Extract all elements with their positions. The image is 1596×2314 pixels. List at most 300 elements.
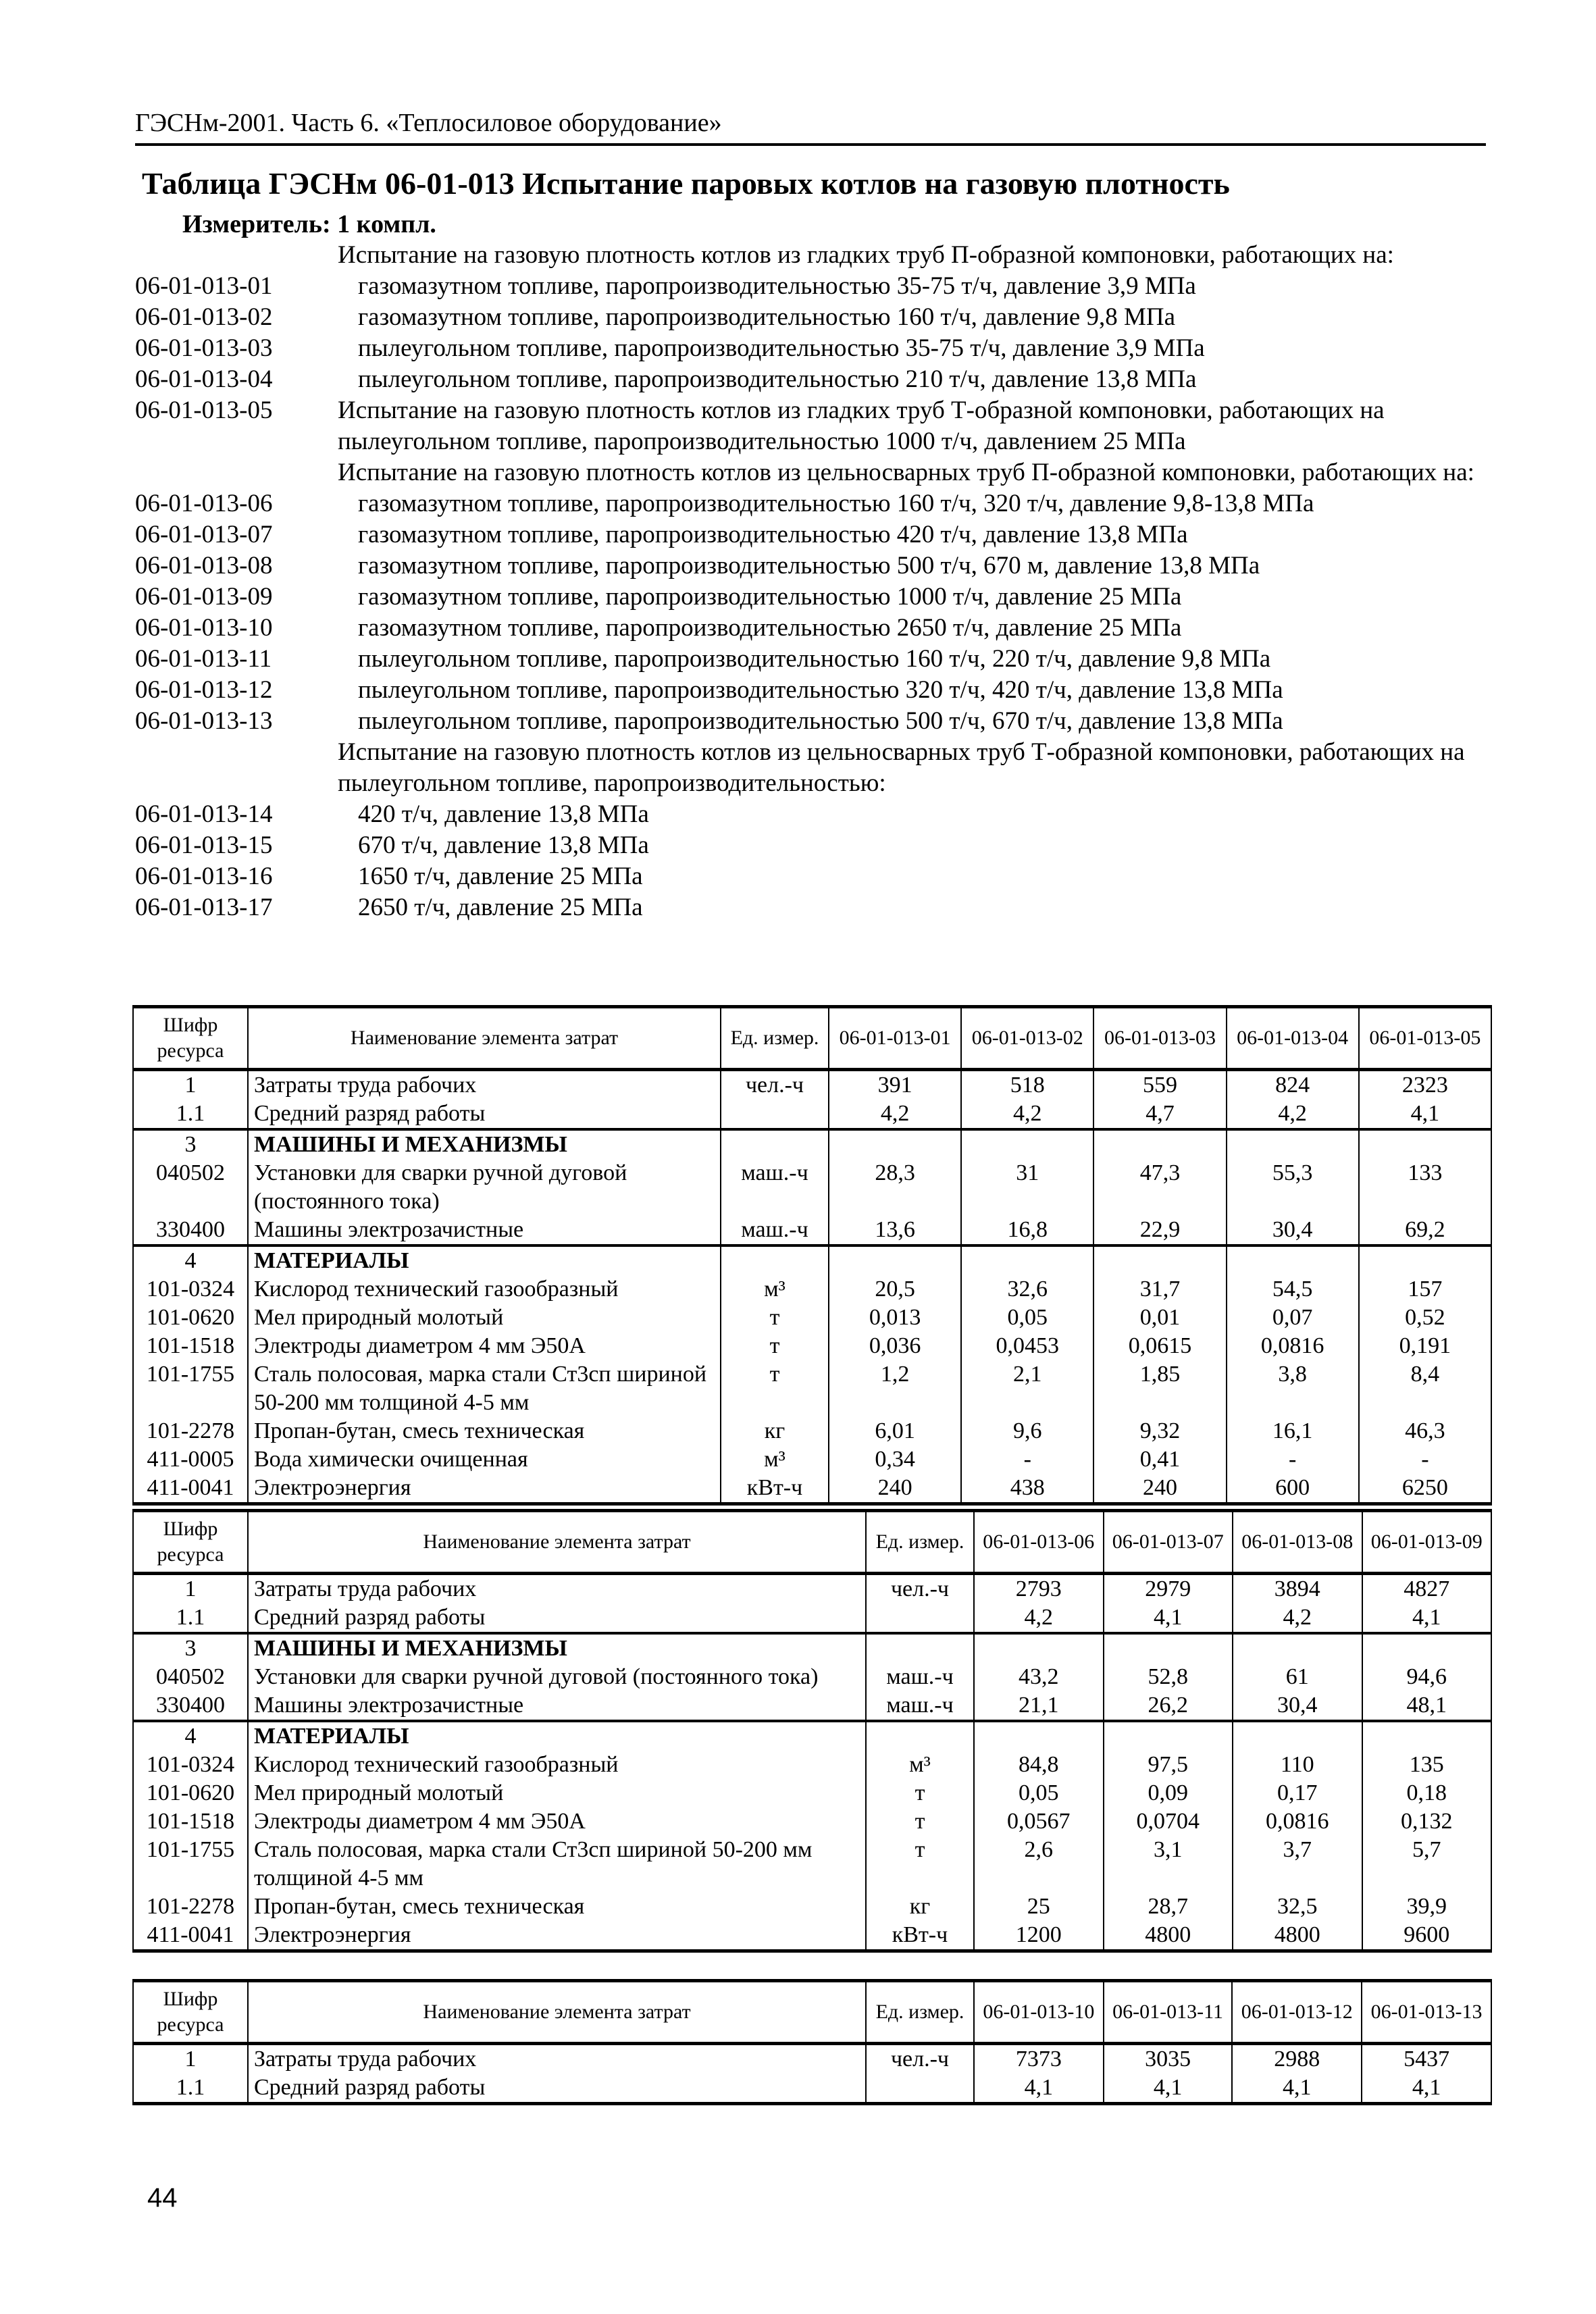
value-cell: 4,1 <box>1104 1603 1233 1633</box>
work-description: газомазутном топливе, паропроизводительностью 1000 т/ч, давление 25 МПа <box>358 583 1182 611</box>
description-item <box>135 302 1493 333</box>
value-cell <box>1093 1129 1226 1159</box>
cost-element-name: Кислород технический газообразный <box>248 1751 866 1779</box>
value-cell: 4800 <box>1233 1921 1362 1951</box>
resource-code: 101-2278 <box>133 1893 248 1921</box>
header-unit: Ед. измер. <box>866 1511 974 1574</box>
resource-code: 3 <box>133 1129 248 1159</box>
value-cell: 0,17 <box>1233 1779 1362 1807</box>
value-cell: 52,8 <box>1104 1663 1233 1691</box>
table-row <box>133 1574 1491 1604</box>
work-description: пылеугольном топливе, паропроизводительностью 35-75 т/ч, давление 3,9 МПа <box>358 334 1205 362</box>
value-cell <box>1093 1245 1226 1275</box>
description-item <box>135 644 1493 675</box>
value-cell <box>829 1129 961 1159</box>
description-group-heading: Испытание на газовую плотность котлов из цельносварных труб П-образной компоновки, работающих на: <box>338 459 1474 486</box>
description-item <box>135 675 1493 706</box>
value-cell: 3035 <box>1104 2044 1233 2074</box>
cost-element-name: Установки для сварки ручной дуговой (постоянного тока) <box>248 1663 866 1691</box>
table-row <box>133 1836 1491 1893</box>
value-cell: 47,3 <box>1093 1159 1226 1216</box>
work-description: Испытание на газовую плотность котлов из гладких труб Т-образной компоновки, работающих на пылеугольном топливе, паропроизводительностью 1000 т/ч, давлением 25 МПа <box>338 396 1385 455</box>
value-cell: 43,2 <box>974 1663 1104 1691</box>
unit-cell: чел.-ч <box>866 1574 974 1604</box>
resource-code: 1.1 <box>133 1603 248 1633</box>
work-code: 06-01-013-02 <box>135 303 273 331</box>
unit-cell: т <box>866 1807 974 1836</box>
value-cell: 25 <box>974 1893 1104 1921</box>
unit-cell: т <box>866 1779 974 1807</box>
table-row <box>133 1100 1491 1129</box>
value-cell: 13,6 <box>829 1216 961 1245</box>
table-row <box>133 1070 1491 1100</box>
header-unit: Ед. измер. <box>866 1981 974 2044</box>
value-cell <box>1104 1633 1233 1663</box>
value-cell <box>1359 1245 1491 1275</box>
unit-cell: м³ <box>721 1445 829 1474</box>
value-cell: 4,1 <box>974 2074 1104 2104</box>
unit-cell: маш.-ч <box>866 1691 974 1721</box>
value-cell: 31,7 <box>1093 1275 1226 1304</box>
value-cell <box>1362 1721 1492 1751</box>
value-cell: 2979 <box>1104 1574 1233 1604</box>
value-cell: 69,2 <box>1359 1216 1491 1245</box>
unit-cell: кВт-ч <box>866 1921 974 1951</box>
value-cell: 0,013 <box>829 1304 961 1332</box>
value-cell: 4,1 <box>1362 2074 1491 2104</box>
unit-cell <box>866 1721 974 1751</box>
value-cell: - <box>1227 1445 1359 1474</box>
value-cell: 0,036 <box>829 1332 961 1360</box>
value-cell: 4,2 <box>961 1100 1093 1129</box>
value-cell <box>1104 1721 1233 1751</box>
description-item <box>135 488 1493 519</box>
value-cell: 3,1 <box>1104 1836 1233 1893</box>
section-row <box>133 1721 1491 1751</box>
cost-element-name: Сталь полосовая, марка стали Ст3сп шириной 50-200 мм толщиной 4-5 мм <box>248 1836 866 1893</box>
header-work-code: 06-01-013-04 <box>1227 1007 1359 1070</box>
value-cell: 20,5 <box>829 1275 961 1304</box>
value-cell: 110 <box>1233 1751 1362 1779</box>
value-cell: 0,05 <box>974 1779 1104 1807</box>
cost-element-name: Затраты труда рабочих <box>248 2044 866 2074</box>
cost-element-name: Сталь полосовая, марка стали Ст3сп шириной 50-200 мм толщиной 4-5 мм <box>248 1360 721 1417</box>
section-row <box>133 1129 1491 1159</box>
work-description: пылеугольном топливе, паропроизводительностью 210 т/ч, давление 13,8 МПа <box>358 365 1197 393</box>
header-cost-element: Наименование элемента затрат <box>248 1007 721 1070</box>
value-cell: 97,5 <box>1104 1751 1233 1779</box>
value-cell: 4,1 <box>1362 1603 1492 1633</box>
value-cell: 7373 <box>974 2044 1104 2074</box>
value-cell: 1200 <box>974 1921 1104 1951</box>
section-title: МАШИНЫ И МЕХАНИЗМЫ <box>248 1633 866 1663</box>
resource-code: 330400 <box>133 1691 248 1721</box>
value-cell <box>1233 1721 1362 1751</box>
table-row <box>133 1893 1491 1921</box>
value-cell: 30,4 <box>1233 1691 1362 1721</box>
header-work-code: 06-01-013-13 <box>1362 1981 1491 2044</box>
unit-cell: т <box>721 1304 829 1332</box>
value-cell: 48,1 <box>1362 1691 1492 1721</box>
header-resource-code: Шифр ресурса <box>133 1007 248 1070</box>
value-cell <box>829 1245 961 1275</box>
cost-element-name: Электроды диаметром 4 мм Э50А <box>248 1807 866 1836</box>
resource-code: 411-0041 <box>133 1921 248 1951</box>
value-cell: 31 <box>961 1159 1093 1216</box>
value-cell: 4,2 <box>974 1603 1104 1633</box>
work-description: газомазутном топливе, паропроизводительностью 420 т/ч, давление 13,8 МПа <box>358 521 1188 548</box>
table-row <box>133 1921 1491 1951</box>
description-item <box>135 395 1493 457</box>
value-cell: 4,1 <box>1359 1100 1491 1129</box>
value-cell: 3,7 <box>1233 1836 1362 1893</box>
resource-code: 411-0005 <box>133 1445 248 1474</box>
work-code: 06-01-013-17 <box>135 894 273 921</box>
table-row <box>133 1332 1491 1360</box>
resource-table-1 <box>132 1005 1492 1506</box>
description-item <box>135 271 1493 302</box>
unit-cell: чел.-ч <box>866 2044 974 2074</box>
description-group-heading: Испытание на газовую плотность котлов из цельносварных труб Т-образной компоновки, работающих на пылеугольном топливе, паропроизводительностью: <box>338 738 1465 797</box>
cost-element-name: Затраты труда рабочих <box>248 1574 866 1604</box>
value-cell: - <box>961 1445 1093 1474</box>
section-title: МАТЕРИАЛЫ <box>248 1245 721 1275</box>
table-row <box>133 1304 1491 1332</box>
value-cell: 4,1 <box>1104 2074 1233 2104</box>
header-work-code: 06-01-013-07 <box>1104 1511 1233 1574</box>
value-cell: 2323 <box>1359 1070 1491 1100</box>
resource-code: 101-0324 <box>133 1275 248 1304</box>
value-cell: 4827 <box>1362 1574 1492 1604</box>
value-cell: 61 <box>1233 1663 1362 1691</box>
value-cell: 84,8 <box>974 1751 1104 1779</box>
value-cell: 28,3 <box>829 1159 961 1216</box>
value-cell: 9600 <box>1362 1921 1492 1951</box>
resource-code: 3 <box>133 1633 248 1663</box>
value-cell: 46,3 <box>1359 1417 1491 1445</box>
work-code: 06-01-013-01 <box>135 272 273 300</box>
value-cell <box>961 1129 1093 1159</box>
value-cell: 6,01 <box>829 1417 961 1445</box>
section-title: МАТЕРИАЛЫ <box>248 1721 866 1751</box>
work-description: 1650 т/ч, давление 25 МПа <box>358 863 643 890</box>
value-cell: 0,01 <box>1093 1304 1226 1332</box>
value-cell: 240 <box>1093 1474 1226 1504</box>
value-cell: 4,2 <box>1233 1603 1362 1633</box>
value-cell: 54,5 <box>1227 1275 1359 1304</box>
unit-cell: кг <box>866 1893 974 1921</box>
value-cell: 559 <box>1093 1070 1226 1100</box>
value-cell: 5,7 <box>1362 1836 1492 1893</box>
value-cell: 2,1 <box>961 1360 1093 1417</box>
table-header-row <box>133 1981 1491 2044</box>
cost-element-name: Средний разряд работы <box>248 1100 721 1129</box>
value-cell: 4,2 <box>829 1100 961 1129</box>
value-cell: 1,2 <box>829 1360 961 1417</box>
resource-table-2 <box>132 1509 1492 1953</box>
value-cell: 0,0816 <box>1233 1807 1362 1836</box>
header-unit: Ед. измер. <box>721 1007 829 1070</box>
value-cell: 0,07 <box>1227 1304 1359 1332</box>
table-row <box>133 1474 1491 1504</box>
unit-cell <box>866 1633 974 1663</box>
header-work-code: 06-01-013-03 <box>1093 1007 1226 1070</box>
value-cell: 4,1 <box>1232 2074 1362 2104</box>
value-cell: 16,8 <box>961 1216 1093 1245</box>
resource-code: 101-0620 <box>133 1304 248 1332</box>
table-row <box>133 1663 1491 1691</box>
resource-code: 101-1518 <box>133 1332 248 1360</box>
value-cell <box>974 1721 1104 1751</box>
section-row <box>133 1245 1491 1275</box>
table-row <box>133 1417 1491 1445</box>
value-cell: 0,09 <box>1104 1779 1233 1807</box>
table-row <box>133 1216 1491 1245</box>
work-description: газомазутном топливе, паропроизводительностью 500 т/ч, 670 м, давление 13,8 МПа <box>358 552 1260 580</box>
table-row <box>133 1445 1491 1474</box>
value-cell: 30,4 <box>1227 1216 1359 1245</box>
work-code: 06-01-013-13 <box>135 707 273 735</box>
header-cost-element: Наименование элемента затрат <box>248 1511 866 1574</box>
work-code: 06-01-013-11 <box>135 645 272 673</box>
header-work-code: 06-01-013-08 <box>1233 1511 1362 1574</box>
work-description: газомазутном топливе, паропроизводительностью 35-75 т/ч, давление 3,9 МПа <box>358 272 1196 300</box>
cost-element-name: Кислород технический газообразный <box>248 1275 721 1304</box>
table-row <box>133 2074 1491 2104</box>
unit-cell <box>721 1100 829 1129</box>
value-cell: 4,7 <box>1093 1100 1226 1129</box>
resource-code: 1 <box>133 2044 248 2074</box>
resource-code: 040502 <box>133 1663 248 1691</box>
description-item <box>135 582 1493 613</box>
description-group-heading: Испытание на газовую плотность котлов из гладких труб П-образной компоновки, работающих на: <box>338 241 1394 269</box>
table-row <box>133 1779 1491 1807</box>
value-cell: 8,4 <box>1359 1360 1491 1417</box>
section-title: МАШИНЫ И МЕХАНИЗМЫ <box>248 1129 721 1159</box>
unit-cell: маш.-ч <box>721 1216 829 1245</box>
value-cell: 28,7 <box>1104 1893 1233 1921</box>
value-cell: - <box>1359 1445 1491 1474</box>
work-description: газомазутном топливе, паропроизводительностью 160 т/ч, давление 9,8 МПа <box>358 303 1176 331</box>
header-work-code: 06-01-013-02 <box>961 1007 1093 1070</box>
value-cell: 9,32 <box>1093 1417 1226 1445</box>
unit-cell <box>866 2074 974 2104</box>
resource-code: 101-0324 <box>133 1751 248 1779</box>
resource-code: 101-1518 <box>133 1807 248 1836</box>
cost-element-name: Электроэнергия <box>248 1474 721 1504</box>
description-item <box>135 861 1493 892</box>
work-code: 06-01-013-09 <box>135 583 273 611</box>
table-row <box>133 1603 1491 1633</box>
value-cell <box>1227 1129 1359 1159</box>
resource-code: 4 <box>133 1721 248 1751</box>
description-item <box>135 706 1493 737</box>
unit-cell <box>721 1129 829 1159</box>
resource-code: 411-0041 <box>133 1474 248 1504</box>
header-cost-element: Наименование элемента затрат <box>248 1981 866 2044</box>
value-cell: 32,6 <box>961 1275 1093 1304</box>
unit-cell <box>866 1603 974 1633</box>
unit-cell: кг <box>721 1417 829 1445</box>
value-cell: 39,9 <box>1362 1893 1492 1921</box>
value-cell: 240 <box>829 1474 961 1504</box>
cost-element-name: Машины электрозачистные <box>248 1216 721 1245</box>
work-code: 06-01-013-07 <box>135 521 273 548</box>
value-cell <box>1227 1245 1359 1275</box>
unit-cell: м³ <box>866 1751 974 1779</box>
page-number: 44 <box>147 2183 178 2213</box>
resource-code: 1.1 <box>133 2074 248 2104</box>
value-cell: 0,18 <box>1362 1779 1492 1807</box>
value-cell: 391 <box>829 1070 961 1100</box>
table-title: Таблица ГЭСНм 06-01-013 Испытание паровых котлов на газовую плотность <box>142 166 1230 201</box>
work-description: пылеугольном топливе, паропроизводительностью 160 т/ч, 220 т/ч, давление 9,8 МПа <box>358 645 1271 673</box>
value-cell: 0,0816 <box>1227 1332 1359 1360</box>
value-cell: 2793 <box>974 1574 1104 1604</box>
unit-cell: маш.-ч <box>866 1663 974 1691</box>
work-description: газомазутном топливе, паропроизводительностью 160 т/ч, 320 т/ч, давление 9,8-13,8 МПа <box>358 490 1314 517</box>
value-cell <box>1233 1633 1362 1663</box>
description-item <box>135 550 1493 582</box>
value-cell: 0,0567 <box>974 1807 1104 1836</box>
work-description: 420 т/ч, давление 13,8 МПа <box>358 800 649 828</box>
table-row <box>133 1275 1491 1304</box>
value-cell: 824 <box>1227 1070 1359 1100</box>
value-cell: 0,05 <box>961 1304 1093 1332</box>
cost-element-name: Затраты труда рабочих <box>248 1070 721 1100</box>
value-cell: 157 <box>1359 1275 1491 1304</box>
section-row <box>133 1633 1491 1663</box>
unit-cell: т <box>721 1360 829 1417</box>
unit-cell: кВт-ч <box>721 1474 829 1504</box>
table-row <box>133 1691 1491 1721</box>
value-cell: 133 <box>1359 1159 1491 1216</box>
cost-element-name: Пропан-бутан, смесь техническая <box>248 1417 721 1445</box>
description-item <box>135 613 1493 644</box>
header-work-code: 06-01-013-10 <box>974 1981 1104 2044</box>
work-code: 06-01-013-03 <box>135 334 273 362</box>
header-resource-code: Шифр ресурса <box>133 1981 248 2044</box>
value-cell: 0,34 <box>829 1445 961 1474</box>
value-cell: 2988 <box>1232 2044 1362 2074</box>
cost-element-name: Пропан-бутан, смесь техническая <box>248 1893 866 1921</box>
value-cell: 16,1 <box>1227 1417 1359 1445</box>
value-cell: 0,0615 <box>1093 1332 1226 1360</box>
value-cell: 0,0453 <box>961 1332 1093 1360</box>
header-resource-code: Шифр ресурса <box>133 1511 248 1574</box>
cost-element-name: Электроды диаметром 4 мм Э50А <box>248 1332 721 1360</box>
value-cell: 135 <box>1362 1751 1492 1779</box>
work-code: 06-01-013-05 <box>135 396 273 424</box>
value-cell <box>1362 1633 1492 1663</box>
unit-cell: т <box>866 1836 974 1893</box>
resource-code: 1.1 <box>133 1100 248 1129</box>
unit-cell: маш.-ч <box>721 1159 829 1216</box>
table-row <box>133 1751 1491 1779</box>
table-row <box>133 1360 1491 1417</box>
table-header-row <box>133 1511 1491 1574</box>
value-cell: 3,8 <box>1227 1360 1359 1417</box>
value-cell <box>961 1245 1093 1275</box>
value-cell: 2,6 <box>974 1836 1104 1893</box>
resource-code: 101-0620 <box>133 1779 248 1807</box>
work-descriptions-list <box>135 240 1493 923</box>
header-work-code: 06-01-013-09 <box>1362 1511 1492 1574</box>
value-cell: 22,9 <box>1093 1216 1226 1245</box>
description-item <box>135 830 1493 861</box>
value-cell: 518 <box>961 1070 1093 1100</box>
value-cell: 0,132 <box>1362 1807 1492 1836</box>
work-code: 06-01-013-12 <box>135 676 273 704</box>
value-cell <box>974 1633 1104 1663</box>
value-cell: 3894 <box>1233 1574 1362 1604</box>
resource-code: 101-2278 <box>133 1417 248 1445</box>
work-description: 670 т/ч, давление 13,8 МПа <box>358 831 649 859</box>
resource-table-3 <box>132 1979 1492 2105</box>
cost-element-name: Электроэнергия <box>248 1921 866 1951</box>
value-cell: 94,6 <box>1362 1663 1492 1691</box>
header-work-code: 06-01-013-05 <box>1359 1007 1491 1070</box>
work-code: 06-01-013-16 <box>135 863 273 890</box>
value-cell: 4800 <box>1104 1921 1233 1951</box>
work-code: 06-01-013-04 <box>135 365 273 393</box>
value-cell: 26,2 <box>1104 1691 1233 1721</box>
value-cell: 0,52 <box>1359 1304 1491 1332</box>
value-cell: 32,5 <box>1233 1893 1362 1921</box>
value-cell: 21,1 <box>974 1691 1104 1721</box>
description-item <box>135 333 1493 364</box>
resource-code: 4 <box>133 1245 248 1275</box>
work-code: 06-01-013-15 <box>135 831 273 859</box>
value-cell: 4,2 <box>1227 1100 1359 1129</box>
value-cell: 0,0704 <box>1104 1807 1233 1836</box>
cost-element-name: Средний разряд работы <box>248 2074 866 2104</box>
header-work-code: 06-01-013-06 <box>974 1511 1104 1574</box>
resource-code: 040502 <box>133 1159 248 1216</box>
value-cell: 438 <box>961 1474 1093 1504</box>
work-description: пылеугольном топливе, паропроизводительностью 500 т/ч, 670 т/ч, давление 13,8 МПа <box>358 707 1283 735</box>
cost-element-name: Мел природный молотый <box>248 1779 866 1807</box>
table-row <box>133 1159 1491 1216</box>
work-code: 06-01-013-06 <box>135 490 273 517</box>
unit-cell: чел.-ч <box>721 1070 829 1100</box>
measure-unit: Измеритель: 1 компл. <box>182 210 436 238</box>
cost-element-name: Мел природный молотый <box>248 1304 721 1332</box>
resource-code: 330400 <box>133 1216 248 1245</box>
work-description: 2650 т/ч, давление 25 МПа <box>358 894 643 921</box>
unit-cell <box>721 1245 829 1275</box>
unit-cell: т <box>721 1332 829 1360</box>
value-cell: 9,6 <box>961 1417 1093 1445</box>
description-item <box>135 519 1493 550</box>
cost-element-name: Установки для сварки ручной дуговой (постоянного тока) <box>248 1159 721 1216</box>
header-work-code: 06-01-013-11 <box>1104 1981 1233 2044</box>
work-description: пылеугольном топливе, паропроизводительностью 320 т/ч, 420 т/ч, давление 13,8 МПа <box>358 676 1283 704</box>
value-cell: 600 <box>1227 1474 1359 1504</box>
value-cell <box>1359 1129 1491 1159</box>
value-cell: 5437 <box>1362 2044 1491 2074</box>
resource-code: 1 <box>133 1070 248 1100</box>
table-header-row <box>133 1007 1491 1070</box>
cost-element-name: Средний разряд работы <box>248 1603 866 1633</box>
table-row <box>133 2044 1491 2074</box>
work-code: 06-01-013-10 <box>135 614 273 642</box>
value-cell: 1,85 <box>1093 1360 1226 1417</box>
cost-element-name: Машины электрозачистные <box>248 1691 866 1721</box>
work-code: 06-01-013-08 <box>135 552 273 580</box>
unit-cell: м³ <box>721 1275 829 1304</box>
value-cell: 0,191 <box>1359 1332 1491 1360</box>
